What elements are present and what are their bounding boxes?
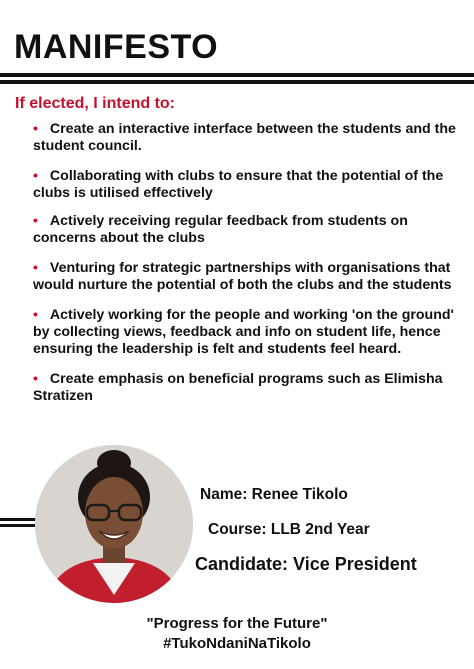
slogan-hashtag: #TukoNdaniNaTikolo [163, 635, 311, 652]
manifesto-item-text: Actively receiving regular feedback from students on concerns about the clubs [33, 213, 408, 246]
header-divider-bottom [0, 80, 474, 84]
side-divider-bottom [0, 524, 40, 527]
intro-heading: If elected, I intend to: [15, 95, 176, 112]
manifesto-item [33, 259, 473, 294]
bullet-icon: • [33, 212, 38, 228]
bullet-icon: • [33, 306, 38, 322]
manifesto-item [33, 212, 473, 247]
manifesto-item-text: Create an interactive interface between the students and the student council. [33, 121, 456, 154]
candidate-portrait-icon [35, 445, 193, 603]
header-divider-top [0, 73, 474, 77]
manifesto-list [33, 120, 473, 417]
candidate-course: Course: LLB 2nd Year [208, 521, 370, 538]
manifesto-item-text: Actively working for the people and working 'on the ground' by collecting views, feedback and info on student life, hence ensuring the leadership is felt and students feel heard. [33, 307, 454, 357]
manifesto-item-text: Create emphasis on beneficial programs such as Elimisha Stratizen [33, 371, 443, 404]
side-divider-top [0, 518, 40, 521]
campaign-slogan [0, 614, 474, 654]
bullet-icon: • [33, 370, 38, 386]
manifesto-item [33, 370, 473, 405]
manifesto-item-text: Collaborating with clubs to ensure that the potential of the clubs is utilised effectively [33, 168, 444, 201]
manifesto-item [33, 167, 473, 202]
slogan-quote: "Progress for the Future" [146, 615, 328, 632]
manifesto-item [33, 120, 473, 155]
manifesto-item-text: Venturing for strategic partnerships with organisations that would nurture the potential of both the clubs and the students [33, 260, 452, 293]
candidate-name: Name: Renee Tikolo [200, 486, 348, 503]
bullet-icon: • [33, 120, 38, 136]
bullet-icon: • [33, 259, 38, 275]
candidate-photo [35, 445, 193, 603]
manifesto-item [33, 306, 473, 358]
candidate-position: Candidate: Vice President [195, 554, 417, 574]
bullet-icon: • [33, 167, 38, 183]
manifesto-title: MANIFESTO [14, 28, 219, 66]
